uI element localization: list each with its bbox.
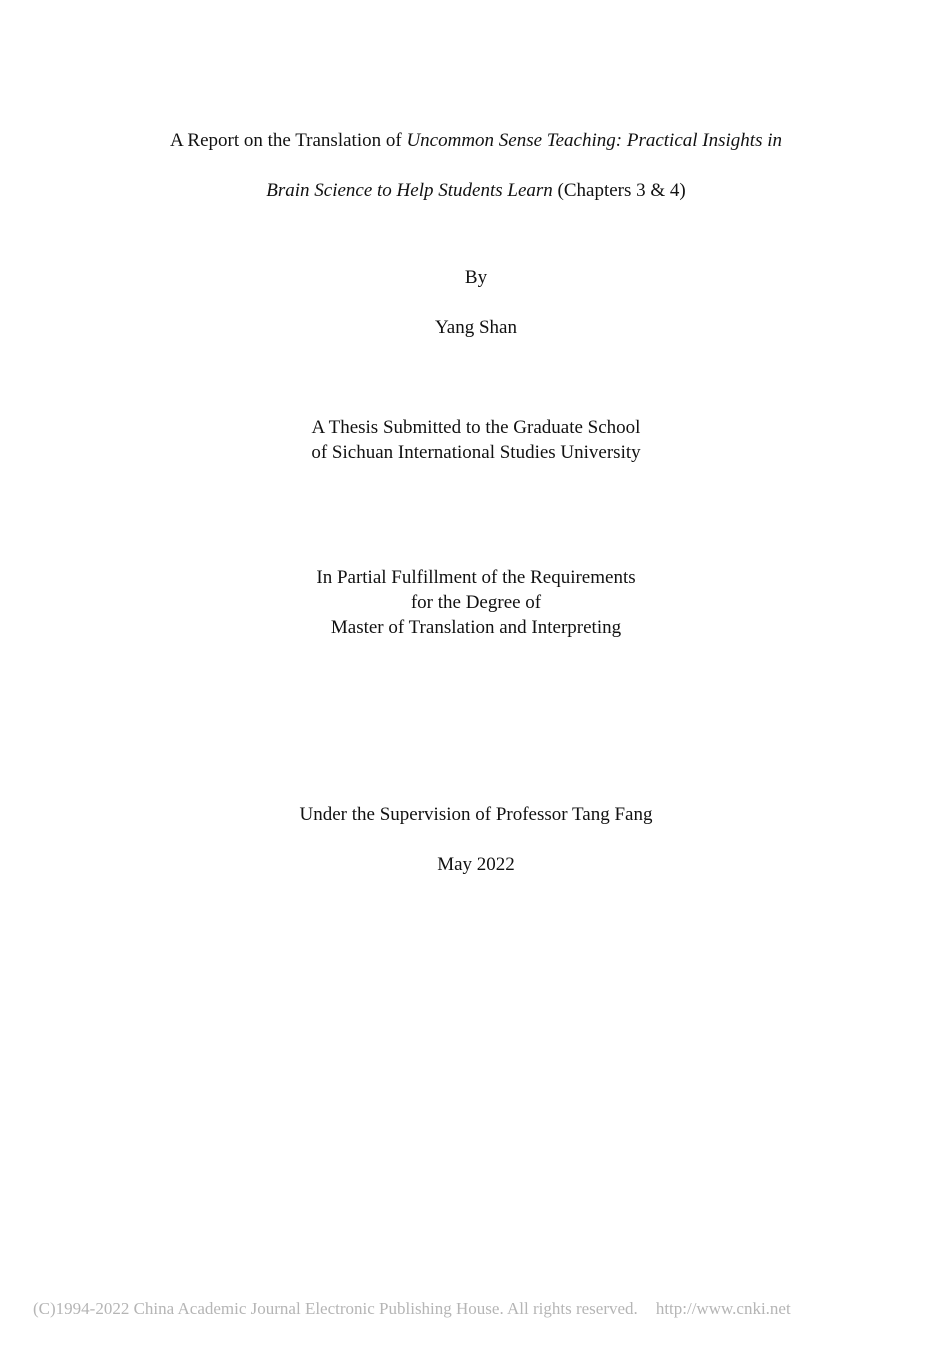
title-line-2 [0,178,952,203]
copyright-text: (C)1994-2022 China Academic Journal Electronic Publishing House. All rights reserved. [33,1299,638,1318]
footer-url[interactable]: http://www.cnki.net [655,1299,791,1318]
submission-line-1: A Thesis Submitted to the Graduate School [311,417,641,438]
title-suffix: (Chapters 3 & 4) [552,180,686,201]
submission-line-2: of Sichuan International Studies University [311,442,641,463]
title-line-1 [0,128,952,153]
supervision-line: Under the Supervision of Professor Tang Fang [299,804,653,825]
copyright-footer [33,1299,791,1319]
requirements-line-3: Master of Translation and Interpreting [330,617,622,638]
author-name: Yang Shan [434,317,517,338]
requirements-line-2: for the Degree of [410,592,542,613]
requirements-line-1: In Partial Fulfillment of the Requirements [316,567,636,588]
title-prefix: A Report on the Translation of [169,130,407,151]
title-italic-part-2: Brain Science to Help Students Learn [266,180,553,201]
title-italic-part-1: Uncommon Sense Teaching: Practical Insights in [406,130,782,151]
by-label: By [464,267,488,288]
submission-date: May 2022 [437,854,515,875]
